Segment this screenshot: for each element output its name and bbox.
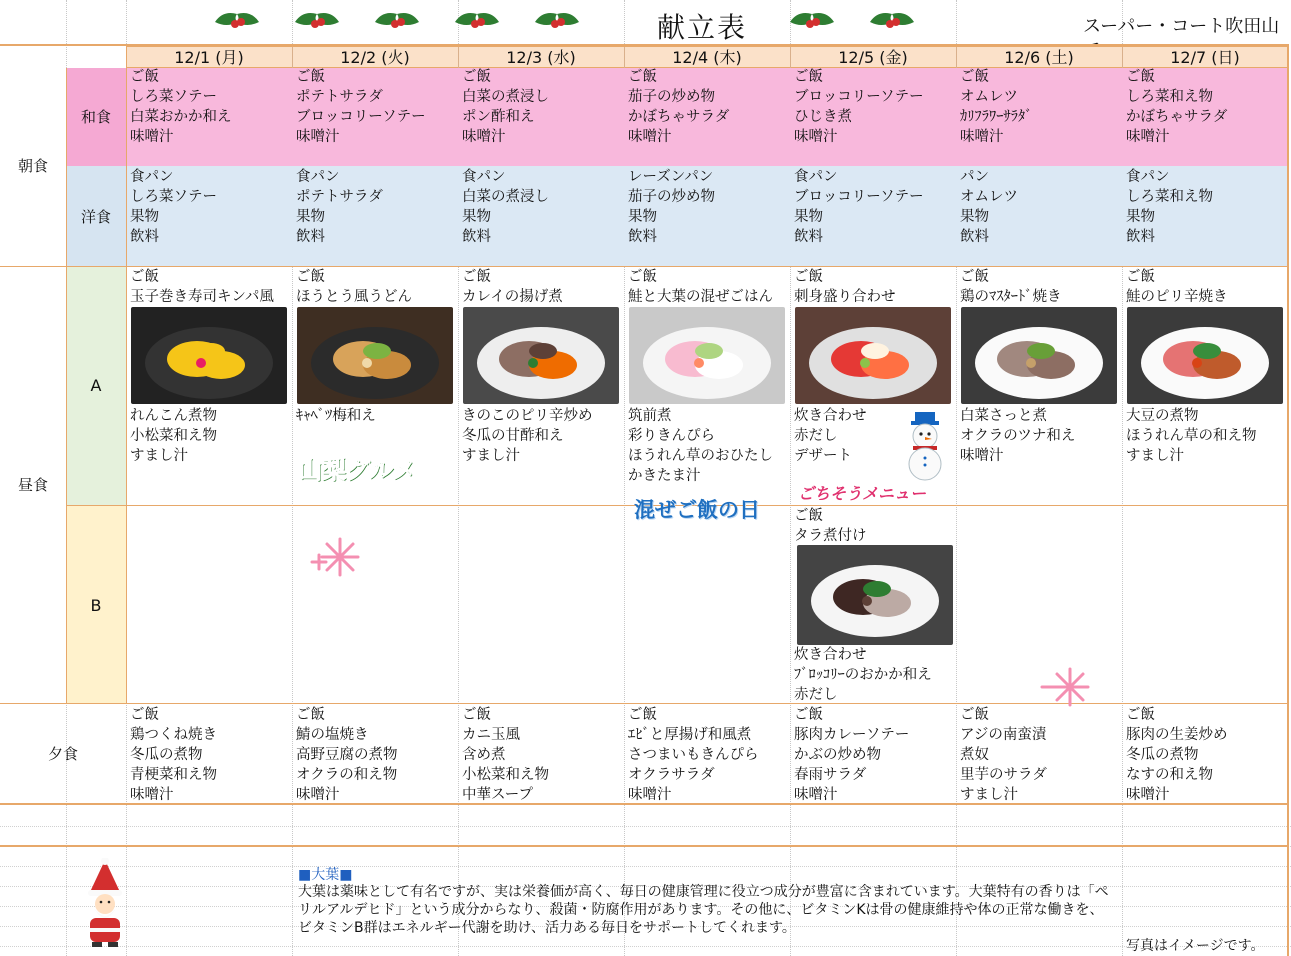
dinner-item: ご飯	[462, 707, 491, 723]
lunch-a-item: ご飯	[130, 269, 159, 285]
holly-decoration-left	[215, 2, 635, 42]
dinner-item: 味噌汁	[1126, 787, 1170, 803]
lunch-a-item: ほうれん草のおひたし	[628, 448, 773, 464]
note-heading: ■大葉■	[298, 867, 353, 883]
lunch-a-item: 白菜さっと煮	[960, 408, 1047, 424]
washoku-item: 味噌汁	[296, 129, 340, 145]
washoku-item: ひじき煮	[794, 109, 852, 125]
yoshoku-item: 果物	[960, 209, 989, 225]
lunch-a-item: 彩りきんぴら	[628, 428, 715, 444]
yamanashi-gourmet-text: 山梨グルメ	[298, 456, 417, 484]
washoku-item: ご飯	[628, 69, 657, 85]
lunch-a-item: すまし汁	[130, 448, 188, 464]
snowman-icon	[902, 410, 948, 482]
holly-icon	[790, 2, 990, 42]
lunch-a-item: オクラのツナ和え	[960, 428, 1076, 444]
lunch-a-item: ほうとう風うどん	[296, 289, 412, 305]
snowflake-icon	[300, 527, 380, 587]
lunch-a-item: カレイの揚げ煮	[462, 289, 563, 305]
lunch-b-item: 炊き合わせ	[794, 647, 867, 663]
washoku-item: ご飯	[130, 69, 159, 85]
yoshoku-item: レーズンパン	[628, 169, 714, 185]
dinner-item: 味噌汁	[130, 787, 174, 803]
dinner-item: 含め煮	[462, 747, 506, 763]
date-header-cell: 12/4 (木)	[624, 47, 791, 69]
washoku-item: 茄子の炒め物	[628, 89, 715, 105]
yoshoku-item: 食パン	[1126, 169, 1170, 185]
yoshoku-item: しろ菜ソテー	[130, 189, 217, 205]
dinner-item: ご飯	[296, 707, 325, 723]
washoku-item: 味噌汁	[130, 129, 174, 145]
dinner-item: 鯖の塩焼き	[296, 727, 369, 743]
dinner-item: オクラサラダ	[628, 767, 715, 783]
date-header-cell: 12/6 (土)	[956, 47, 1123, 69]
washoku-item: ポン酢和え	[462, 109, 535, 125]
lunch-a-item: れんこん煮物	[130, 408, 217, 424]
salmon-photo	[1127, 307, 1283, 404]
lunch-a-item: すまし汁	[462, 448, 520, 464]
yoshoku-item: しろ菜和え物	[1126, 189, 1213, 205]
lunch-b-item: タラ煮付け	[794, 528, 867, 544]
yoshoku-item: 飲料	[296, 229, 325, 245]
yoshoku-item: 果物	[1126, 209, 1155, 225]
lunch-a-item: 炊き合わせ	[794, 408, 867, 424]
holly-decoration-right	[790, 2, 990, 42]
washoku-item: かぼちゃサラダ	[628, 109, 730, 125]
dinner-item: ｴﾋﾞと厚揚げ和風煮	[628, 727, 752, 743]
lunch-label: 昼食	[17, 476, 48, 494]
yoshoku-item: 飲料	[130, 229, 159, 245]
dinner-item: 冬瓜の煮物	[130, 747, 203, 763]
date-header-row	[126, 45, 1288, 68]
washoku-item: ご飯	[960, 69, 989, 85]
yoshoku-item: 果物	[462, 209, 491, 225]
date-header-cell: 12/3 (水)	[458, 47, 625, 69]
dinner-item: オクラの和え物	[296, 767, 398, 783]
washoku-item: 味噌汁	[628, 129, 672, 145]
washoku-item: 白菜の煮浸し	[462, 89, 549, 105]
yoshoku-item: 飲料	[462, 229, 491, 245]
washoku-item: ブロッコリーソテー	[296, 109, 426, 125]
dinner-item: 煮奴	[960, 747, 989, 763]
lunch-a-label: A	[90, 376, 102, 395]
date-header-cell: 12/2 (火)	[292, 47, 459, 69]
yoshoku-item: 食パン	[130, 169, 174, 185]
lunch-a-item: ご飯	[628, 269, 657, 285]
dinner-item: 中華スープ	[462, 787, 534, 803]
washoku-item: ご飯	[296, 69, 325, 85]
image-disclaimer: 写真はイメージです。	[1126, 938, 1265, 954]
lunch-a-item: 鶏のﾏｽﾀｰﾄﾞ焼き	[960, 289, 1062, 305]
dinner-item: 味噌汁	[628, 787, 672, 803]
lunch-a-item: 鮭のピリ辛焼き	[1126, 289, 1228, 305]
lunch-a-item: 刺身盛り合わせ	[794, 289, 896, 305]
dinner-item: 高野豆腐の煮物	[296, 747, 398, 763]
lunch-a-item: 小松菜和え物	[130, 428, 217, 444]
dinner-item: 豚肉カレーソテー	[794, 727, 910, 743]
lunch-a-item: 筑前煮	[628, 408, 672, 424]
lunch-a-item: ほうれん草の和え物	[1126, 428, 1257, 444]
lunch-b-item: 赤だし	[794, 687, 838, 703]
lunch-a-item: ご飯	[462, 269, 491, 285]
dinner-item: ご飯	[130, 707, 159, 723]
washoku-item: ｶﾘﾌﾗﾜｰｻﾗﾀﾞ	[960, 109, 1033, 125]
lunch-a-item: すまし汁	[1126, 448, 1184, 464]
dinner-item: ご飯	[960, 707, 989, 723]
washoku-item: ご飯	[462, 69, 491, 85]
dinner-item: なすの和え物	[1126, 767, 1213, 783]
kimbap-photo	[131, 307, 287, 404]
washoku-item: しろ菜和え物	[1126, 89, 1213, 105]
note-body: 大葉は薬味として有名ですが、実は栄養価が高く、毎日の健康管理に役立つ成分が豊富に含まれています。大葉特有の香りは「ペリルアルデヒド」という成分からなり、殺菌・防腐作用があります。その他に、ビタミンKは骨の健康維持や体の正常な働きを、ビタミンB群はエネルギー代謝を助け、活力ある毎日をサポートしてくれます。	[298, 884, 1109, 936]
lunch-b-item: ご飯	[794, 508, 823, 524]
yoshoku-item: 食パン	[296, 169, 340, 185]
karei-photo	[463, 307, 619, 404]
yoshoku-item: 茄子の炒め物	[628, 189, 715, 205]
dinner-label: 夕食	[47, 745, 78, 763]
lunch-a-item: かきたま汁	[628, 468, 701, 484]
washoku-item: ポテトサラダ	[296, 89, 383, 105]
holly-icon	[215, 2, 635, 42]
yoshoku-item: ブロッコリーソテー	[794, 189, 924, 205]
lunch-a-item: ご飯	[960, 269, 989, 285]
sashimi-photo	[795, 307, 951, 404]
washoku-item: 味噌汁	[960, 129, 1004, 145]
lunch-a-item: ｷｬﾍﾞﾂ梅和え	[296, 408, 376, 424]
lunch-a-item: 冬瓜の甘酢和え	[462, 428, 564, 444]
dinner-item: 豚肉の生姜炒め	[1126, 727, 1228, 743]
dinner-item: 冬瓜の煮物	[1126, 747, 1199, 763]
lunch-b-item: ﾌﾞﾛｯｺﾘｰのおかか和え	[794, 667, 932, 683]
yoshoku-item: 白菜の煮浸し	[462, 189, 549, 205]
lunch-a-item: 鮭と大葉の混ぜごはん	[628, 289, 773, 305]
breakfast-label: 朝食	[17, 157, 48, 175]
yoshoku-item: 飲料	[960, 229, 989, 245]
facility-name: スーパー・コート吹田山	[1083, 16, 1280, 37]
lunch-a-item: 味噌汁	[960, 448, 1004, 464]
dinner-item: さつまいもきんぴら	[628, 747, 759, 763]
yoshoku-item: オムレツ	[960, 189, 1018, 205]
washoku-item: 味噌汁	[1126, 129, 1170, 145]
dinner-item: カニ玉風	[462, 727, 520, 743]
snowflake-icon	[1030, 657, 1110, 717]
yoshoku-item: 飲料	[628, 229, 657, 245]
yoshoku-item: ポテトサラダ	[296, 189, 383, 205]
dinner-item: 味噌汁	[296, 787, 340, 803]
lunch-a-item: ご飯	[794, 269, 823, 285]
washoku-item: ご飯	[1126, 69, 1155, 85]
lunch-a-item: 大豆の煮物	[1126, 408, 1199, 424]
dinner-item: 里芋のサラダ	[960, 767, 1047, 783]
dinner-item: ご飯	[1126, 707, 1155, 723]
santa-icon	[80, 858, 130, 948]
lunch-a-item: ご飯	[1126, 269, 1155, 285]
date-header-cell: 12/1 (月)	[126, 47, 293, 69]
yoshoku-item: 飲料	[1126, 229, 1155, 245]
washoku-label: 和食	[80, 108, 111, 126]
date-header-cell: 12/5 (金)	[790, 47, 957, 69]
yoshoku-item: 食パン	[462, 169, 506, 185]
dinner-item: アジの南蛮漬	[960, 727, 1047, 743]
yoshoku-item: 果物	[794, 209, 823, 225]
date-header-cell: 12/7 (日)	[1122, 47, 1289, 69]
dinner-item: すまし汁	[960, 787, 1018, 803]
mazegohan-photo	[629, 307, 785, 404]
dinner-item: ご飯	[794, 707, 823, 723]
dinner-item: ご飯	[628, 707, 657, 723]
mustard-chicken-photo	[961, 307, 1117, 404]
gochisou-menu-text: ごちそうメニュー	[798, 484, 927, 503]
page-title: 献立表	[657, 11, 748, 44]
dinner-item: 味噌汁	[794, 787, 838, 803]
yoshoku-item: 果物	[628, 209, 657, 225]
lunch-a-item: 玉子巻き寿司キンパ風	[130, 289, 274, 305]
lunch-a-item: ご飯	[296, 269, 325, 285]
dinner-item: かぶの炒め物	[794, 747, 881, 763]
yoshoku-label: 洋食	[80, 208, 111, 226]
washoku-item: 白菜おかか和え	[130, 109, 232, 125]
washoku-item: 味噌汁	[794, 129, 838, 145]
tara-photo	[797, 545, 953, 645]
dinner-item: 小松菜和え物	[462, 767, 549, 783]
lunch-a-item: 赤だし	[794, 428, 838, 444]
washoku-item: しろ菜ソテー	[130, 89, 217, 105]
houtou-udon-photo	[297, 307, 453, 404]
washoku-item: 味噌汁	[462, 129, 506, 145]
washoku-item: ブロッコリーソテー	[794, 89, 924, 105]
washoku-item: オムレツ	[960, 89, 1018, 105]
washoku-item: かぼちゃサラダ	[1126, 109, 1228, 125]
lunch-a-item: デザート	[794, 448, 852, 464]
dinner-item: 春雨サラダ	[794, 767, 867, 783]
yoshoku-item: 食パン	[794, 169, 838, 185]
dinner-item: 青梗菜和え物	[130, 767, 217, 783]
yoshoku-item: 果物	[296, 209, 325, 225]
lunch-b-label: B	[90, 596, 102, 615]
washoku-item: ご飯	[794, 69, 823, 85]
dinner-item: 鶏つくね焼き	[130, 727, 217, 743]
yoshoku-item: 飲料	[794, 229, 823, 245]
mazegohan-day-text: 混ぜご飯の日	[634, 498, 760, 522]
yoshoku-item: パン	[960, 169, 989, 185]
yoshoku-item: 果物	[130, 209, 159, 225]
lunch-a-item: きのこのピリ辛炒め	[462, 408, 593, 424]
